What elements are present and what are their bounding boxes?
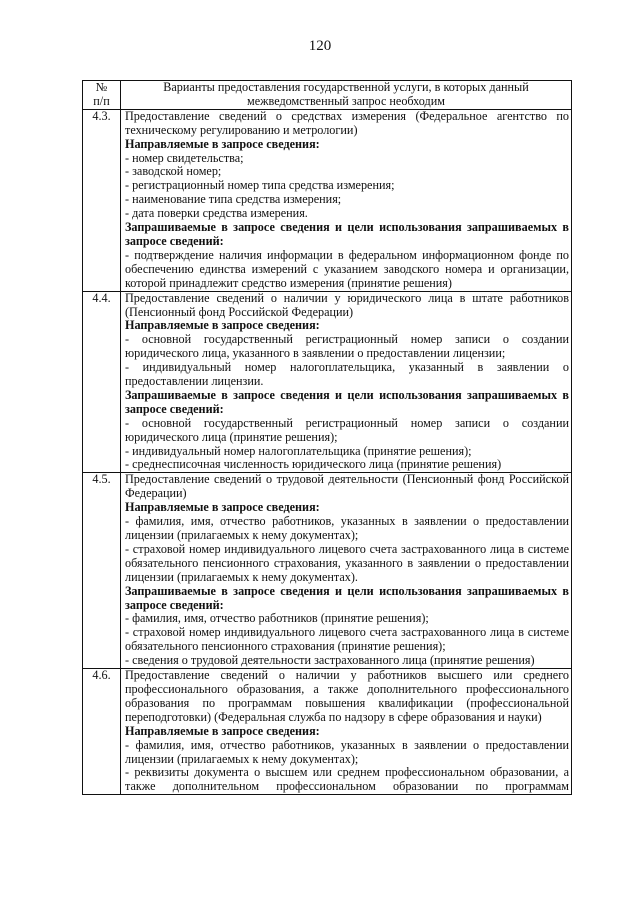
table-row <box>83 291 572 473</box>
paragraph: - страховой номер индивидуального лицевого счета застрахованного лица в системе обязательного пенсионного страхования (принятие решения); <box>125 625 569 654</box>
paragraph: - реквизиты документа о высшем или среднем профессиональном образовании, а также дополнительном профессиональном образовании по программам <box>125 765 569 794</box>
section-heading: Направляемые в запросе сведения: <box>125 136 320 151</box>
section-heading: Направляемые в запросе сведения: <box>125 500 320 515</box>
table-row <box>83 473 572 669</box>
paragraph: - номер свидетельства; <box>125 150 244 165</box>
row-content-cell <box>121 291 572 473</box>
paragraph: Предоставление сведений о средствах измерения (Федеральное агентство по техническому регулированию и метрологии) <box>125 108 569 137</box>
paragraph: Предоставление сведений о трудовой деятельности (Пенсионный фонд Российской Федерации) <box>125 472 569 501</box>
row-number-cell: 4.5. <box>83 473 121 669</box>
row-content-cell <box>121 109 572 291</box>
row-content-cell <box>121 473 572 669</box>
paragraph: - индивидуальный номер налогоплательщика, указанный в заявлении о предоставлении лицензии. <box>125 360 569 389</box>
row-number-cell: 4.3. <box>83 109 121 291</box>
requests-table <box>82 80 572 795</box>
paragraph: - подтверждение наличия информации в федеральном информационном фонде по обеспечению единства измерений с указанием заводского номера и организации, которой принадлежит средство измерения (принятие решения) <box>125 247 569 290</box>
paragraph: - фамилия, имя, отчество работников, указанных в заявлении о предоставлении лицензии (прилагаемых к нему документах); <box>125 514 569 542</box>
section-heading: Запрашиваемые в запросе сведения и цели использования запрашиваемых в запросе сведений: <box>125 583 569 612</box>
table-header-row <box>83 81 572 110</box>
header-description-cell <box>121 81 572 110</box>
page-number: 120 <box>308 38 332 54</box>
section-heading: Запрашиваемые в запросе сведения и цели использования запрашиваемых в запросе сведений: <box>125 387 569 416</box>
paragraph: - заводской номер; <box>125 164 222 179</box>
section-heading: Направляемые в запросе сведения: <box>125 318 320 333</box>
paragraph: - регистрационный номер типа средства измерения; <box>125 178 395 193</box>
paragraph: - наименование типа средства измерения; <box>125 192 342 207</box>
paragraph: - основной государственный регистрационный номер записи о создании юридического лица, указанного в заявлении о предоставлении лицензии; <box>125 332 569 361</box>
paragraph: - фамилия, имя, отчество работников, указанных в заявлении о предоставлении лицензии (прилагаемых к нему документах); <box>125 737 569 766</box>
table-row <box>83 669 572 795</box>
row-content-cell <box>121 669 572 795</box>
paragraph: - основной государственный регистрационный номер записи о создании юридического лица (принятие решения); <box>125 415 569 444</box>
section-heading: Направляемые в запросе сведения: <box>125 723 320 738</box>
header-number-cell <box>83 81 121 110</box>
header-description-line: Варианты предоставления государственной услуги, в которых данный <box>163 80 529 94</box>
paragraph: Предоставление сведений о наличии у работников высшего или среднего профессионального образования, а также дополнительного профессионального образования по программам повышения квалификации (профессиональной переподготовки) (Федеральная служба по надзору в сфере образования и науки) <box>125 668 569 724</box>
table-row <box>83 109 572 291</box>
row-number-cell: 4.4. <box>83 291 121 473</box>
header-number-line: п/п <box>93 93 110 108</box>
section-heading: Запрашиваемые в запросе сведения и цели использования запрашиваемых в запросе сведений: <box>125 220 569 248</box>
paragraph: - сведения о трудовой деятельности застрахованного лица (принятие решения) <box>125 653 535 668</box>
paragraph: - индивидуальный номер налогоплательщика (принятие решения); <box>125 443 472 458</box>
paragraph: - фамилия, имя, отчество работников (принятие решения); <box>125 611 429 626</box>
row-number-cell: 4.6. <box>83 669 121 795</box>
paragraph: - дата поверки средства измерения. <box>125 206 308 221</box>
header-description-line: межведомственный запрос необходим <box>247 93 445 108</box>
paragraph: - страховой номер индивидуального лицевого счета застрахованного лица в системе обязательного пенсионного страхования, указанного в заявлении о предоставлении лицензии (прилагаемых к нему документах). <box>125 541 569 584</box>
paragraph: - среднесписочная численность юридического лица (принятие решения) <box>125 457 502 472</box>
header-number-line: № <box>95 80 108 94</box>
paragraph: Предоставление сведений о наличии у юридического лица в штате работников (Пенсионный фонд Российской Федерации) <box>125 290 569 319</box>
